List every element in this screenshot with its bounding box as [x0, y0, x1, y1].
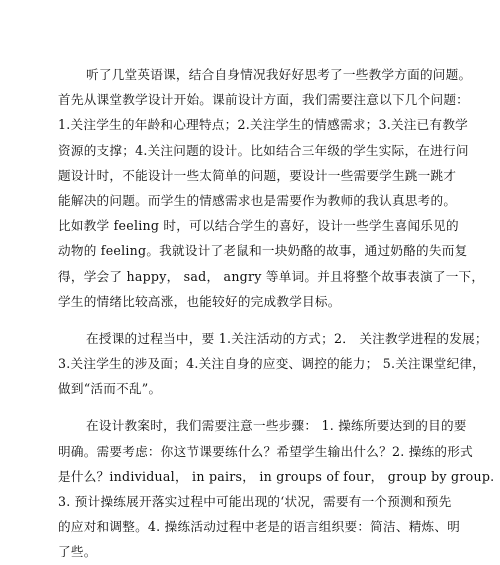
- text-line: 做到“活而不乱”。: [58, 381, 162, 397]
- paragraph-teaching-process: [58, 326, 488, 402]
- text-line: 比如教学 feeling 时，可以结合学生的喜好，设计一些学生喜闻乐见的: [58, 218, 459, 234]
- document-body: [58, 62, 495, 565]
- text-line: 在设计教案时，我们需要注意一些步骤： 1. 操练所要达到的目的要: [86, 418, 467, 434]
- text-line: 动物的 feeling。我就设计了老鼠和一块奶酪的故事，通过奶酪的失而复: [58, 243, 468, 259]
- text-line: 了些。: [58, 544, 97, 560]
- text-line: 能解决的问题。而学生的情感需求也是需要作为教师的我认真思考的。: [58, 192, 457, 208]
- paragraph-spacer: [58, 401, 454, 413]
- paragraph-lesson-design: [58, 62, 485, 314]
- paragraph-lesson-plan-steps: [58, 413, 495, 564]
- text-line: 资源的支撑；4.关注问题的设计。比如结合三年级的学生实际，在进行问: [58, 142, 469, 158]
- text-line: 3. 预计操练展开落实过程中可能出现的‘状况，需要有一个预测和预先: [58, 494, 452, 509]
- text-line: 得，学会了 happy， sad， angry 等单词。并且将整个故事表演了一下，: [58, 268, 485, 284]
- text-line: 1.关注学生的年龄和心理特点；2.关注学生的情感需求；3.关注已有教学: [58, 117, 469, 133]
- text-line: 3.关注学生的涉及面；4.关注自身的应变、调控的能力； 5.关注课堂纪律，: [58, 356, 486, 372]
- text-line: 学生的情绪比较高涨，也能较好的完成教学目标。: [58, 293, 341, 309]
- text-line: 题设计时，不能设计一些太简单的问题，要设计一些需要学生跳一跳才: [58, 167, 457, 183]
- text-line: 听了几堂英语课，结合自身情况我好好思考了一些教学方面的问题。: [86, 67, 472, 82]
- paragraph-spacer: [58, 314, 454, 326]
- text-line: 在授课的过程当中，要 1.关注活动的方式；2． 关注教学进程的发展；: [86, 330, 488, 346]
- text-line: 的应对和调整。4. 操练活动过程中老是的语言组织要：简洁、精炼、明: [58, 519, 461, 535]
- text-line: 明确。需要考虑：你这节课要练什么？希望学生输出什么？2. 操练的形式: [58, 443, 473, 459]
- text-line: 是什么？individual， in pairs， in groups of four， group by group.: [58, 468, 495, 484]
- text-line: 首先从课堂教学设计开始。课前设计方面，我们需要注意以下几个问题：: [58, 92, 469, 108]
